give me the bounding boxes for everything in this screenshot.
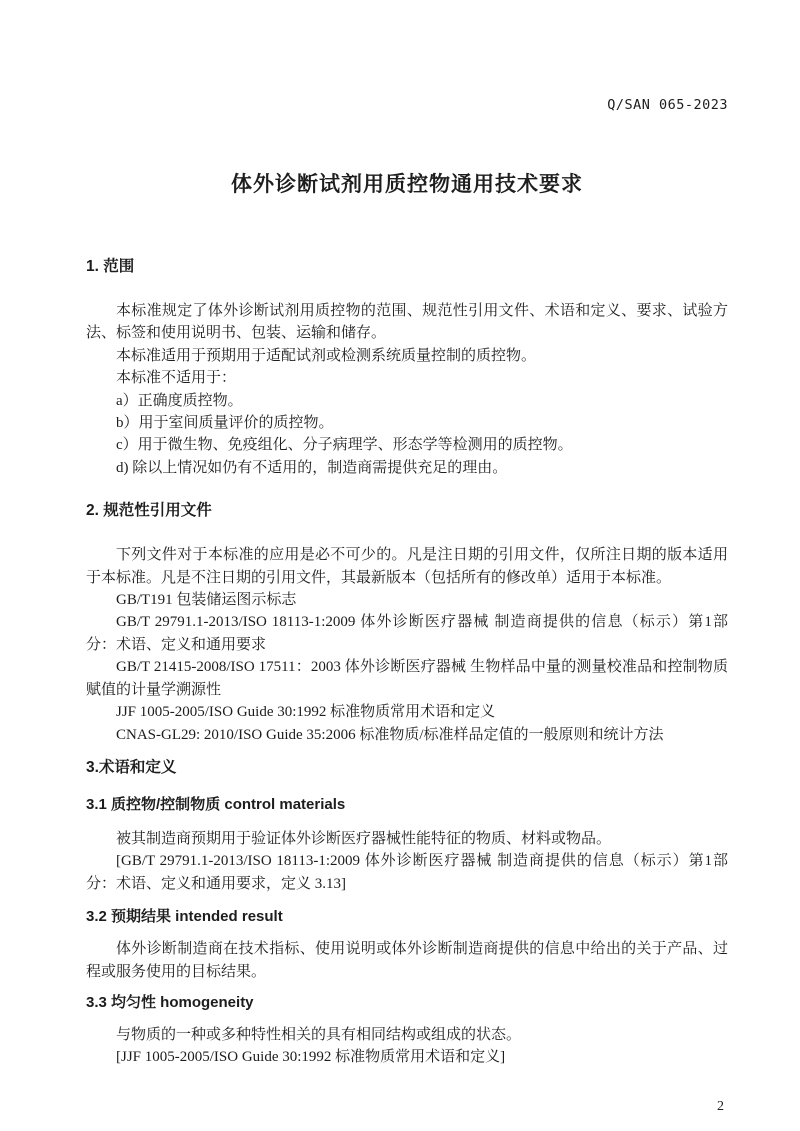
section-3-2-heading: 3.2 预期结果 intended result <box>86 908 283 926</box>
term-3-1-source: [GB/T 29791.1-2013/ISO 18113-1:2009 体外诊断医疗器械 制造商提供的信息（标示）第1部分：术语、定义和通用要求，定义 3.13] <box>86 853 728 892</box>
scope-item-b: b）用于室间质量评价的质控物。 <box>116 415 334 432</box>
section-3-1-heading: 3.1 质控物/控制物质 control materials <box>86 795 346 813</box>
doc-code: Q/SAN 065-2023 <box>607 97 728 113</box>
term-3-1-definition: 被其制造商预期用于验证体外诊断医疗器械性能特征的物质、材料或物品。 <box>116 830 612 847</box>
reference-gbt191: GB/T191 包装储运图示标志 <box>116 592 297 609</box>
section-2-heading: 2. 规范性引用文件 <box>86 502 212 520</box>
scope-paragraph-2: 本标准适用于预期用于适配试剂或检测系统质量控制的质控物。 <box>116 347 537 364</box>
scope-item-c: c）用于微生物、免疫组化、分子病理学、形态学等检测用的质控物。 <box>116 437 573 454</box>
references-intro: 下列文件对于本标准的应用是必不可少的。凡是注日期的引用文件，仅所注日期的版本适用于本标准。凡是不注日期的引用文件，其最新版本（包括所有的修改单）适用于本标准。 <box>86 547 728 586</box>
page-number: 2 <box>717 1099 724 1114</box>
reference-cnas-gl29: CNAS-GL29: 2010/ISO Guide 35:2006 标准物质/标准样品定值的一般原则和统计方法 <box>116 726 664 743</box>
reference-gbt29791: GB/T 29791.1-2013/ISO 18113-1:2009 体外诊断医疗器械 制造商提供的信息（标示）第1部分：术语、定义和通用要求 <box>86 614 728 653</box>
document-title: 体外诊断试剂用质控物通用技术要求 <box>231 173 583 196</box>
reference-jjf1005: JJF 1005-2005/ISO Guide 30:1992 标准物质常用术语和定义 <box>116 704 496 721</box>
reference-gbt21415: GB/T 21415-2008/ISO 17511：2003 体外诊断医疗器械 生物样品中量的测量校准品和控制物质赋值的计量学溯源性 <box>86 659 728 698</box>
scope-paragraph-3: 本标准不适用于： <box>116 370 237 387</box>
scope-item-a: a）正确度质控物。 <box>116 392 243 409</box>
section-3-heading: 3.术语和定义 <box>86 758 177 776</box>
term-3-3-source: [JJF 1005-2005/ISO Guide 30:1992 标准物质常用术语和定义] <box>116 1049 506 1066</box>
section-3-3-heading: 3.3 均匀性 homogeneity <box>86 993 254 1011</box>
term-3-2-definition: 体外诊断制造商在技术指标、使用说明或体外诊断制造商提供的信息中给出的关于产品、过程或服务使用的目标结果。 <box>86 941 728 980</box>
term-3-3-definition: 与物质的一种或多种特性相关的具有相同结构或组成的状态。 <box>116 1026 522 1043</box>
scope-item-d: d) 除以上情况如仍有不适用的，制造商需提供充足的理由。 <box>116 459 508 476</box>
scope-paragraph-1: 本标准规定了体外诊断试剂用质控物的范围、规范性引用文件、术语和定义、要求、试验方法、标签和使用说明书、包装、运输和储存。 <box>86 303 728 342</box>
section-1-heading: 1. 范围 <box>86 258 135 275</box>
